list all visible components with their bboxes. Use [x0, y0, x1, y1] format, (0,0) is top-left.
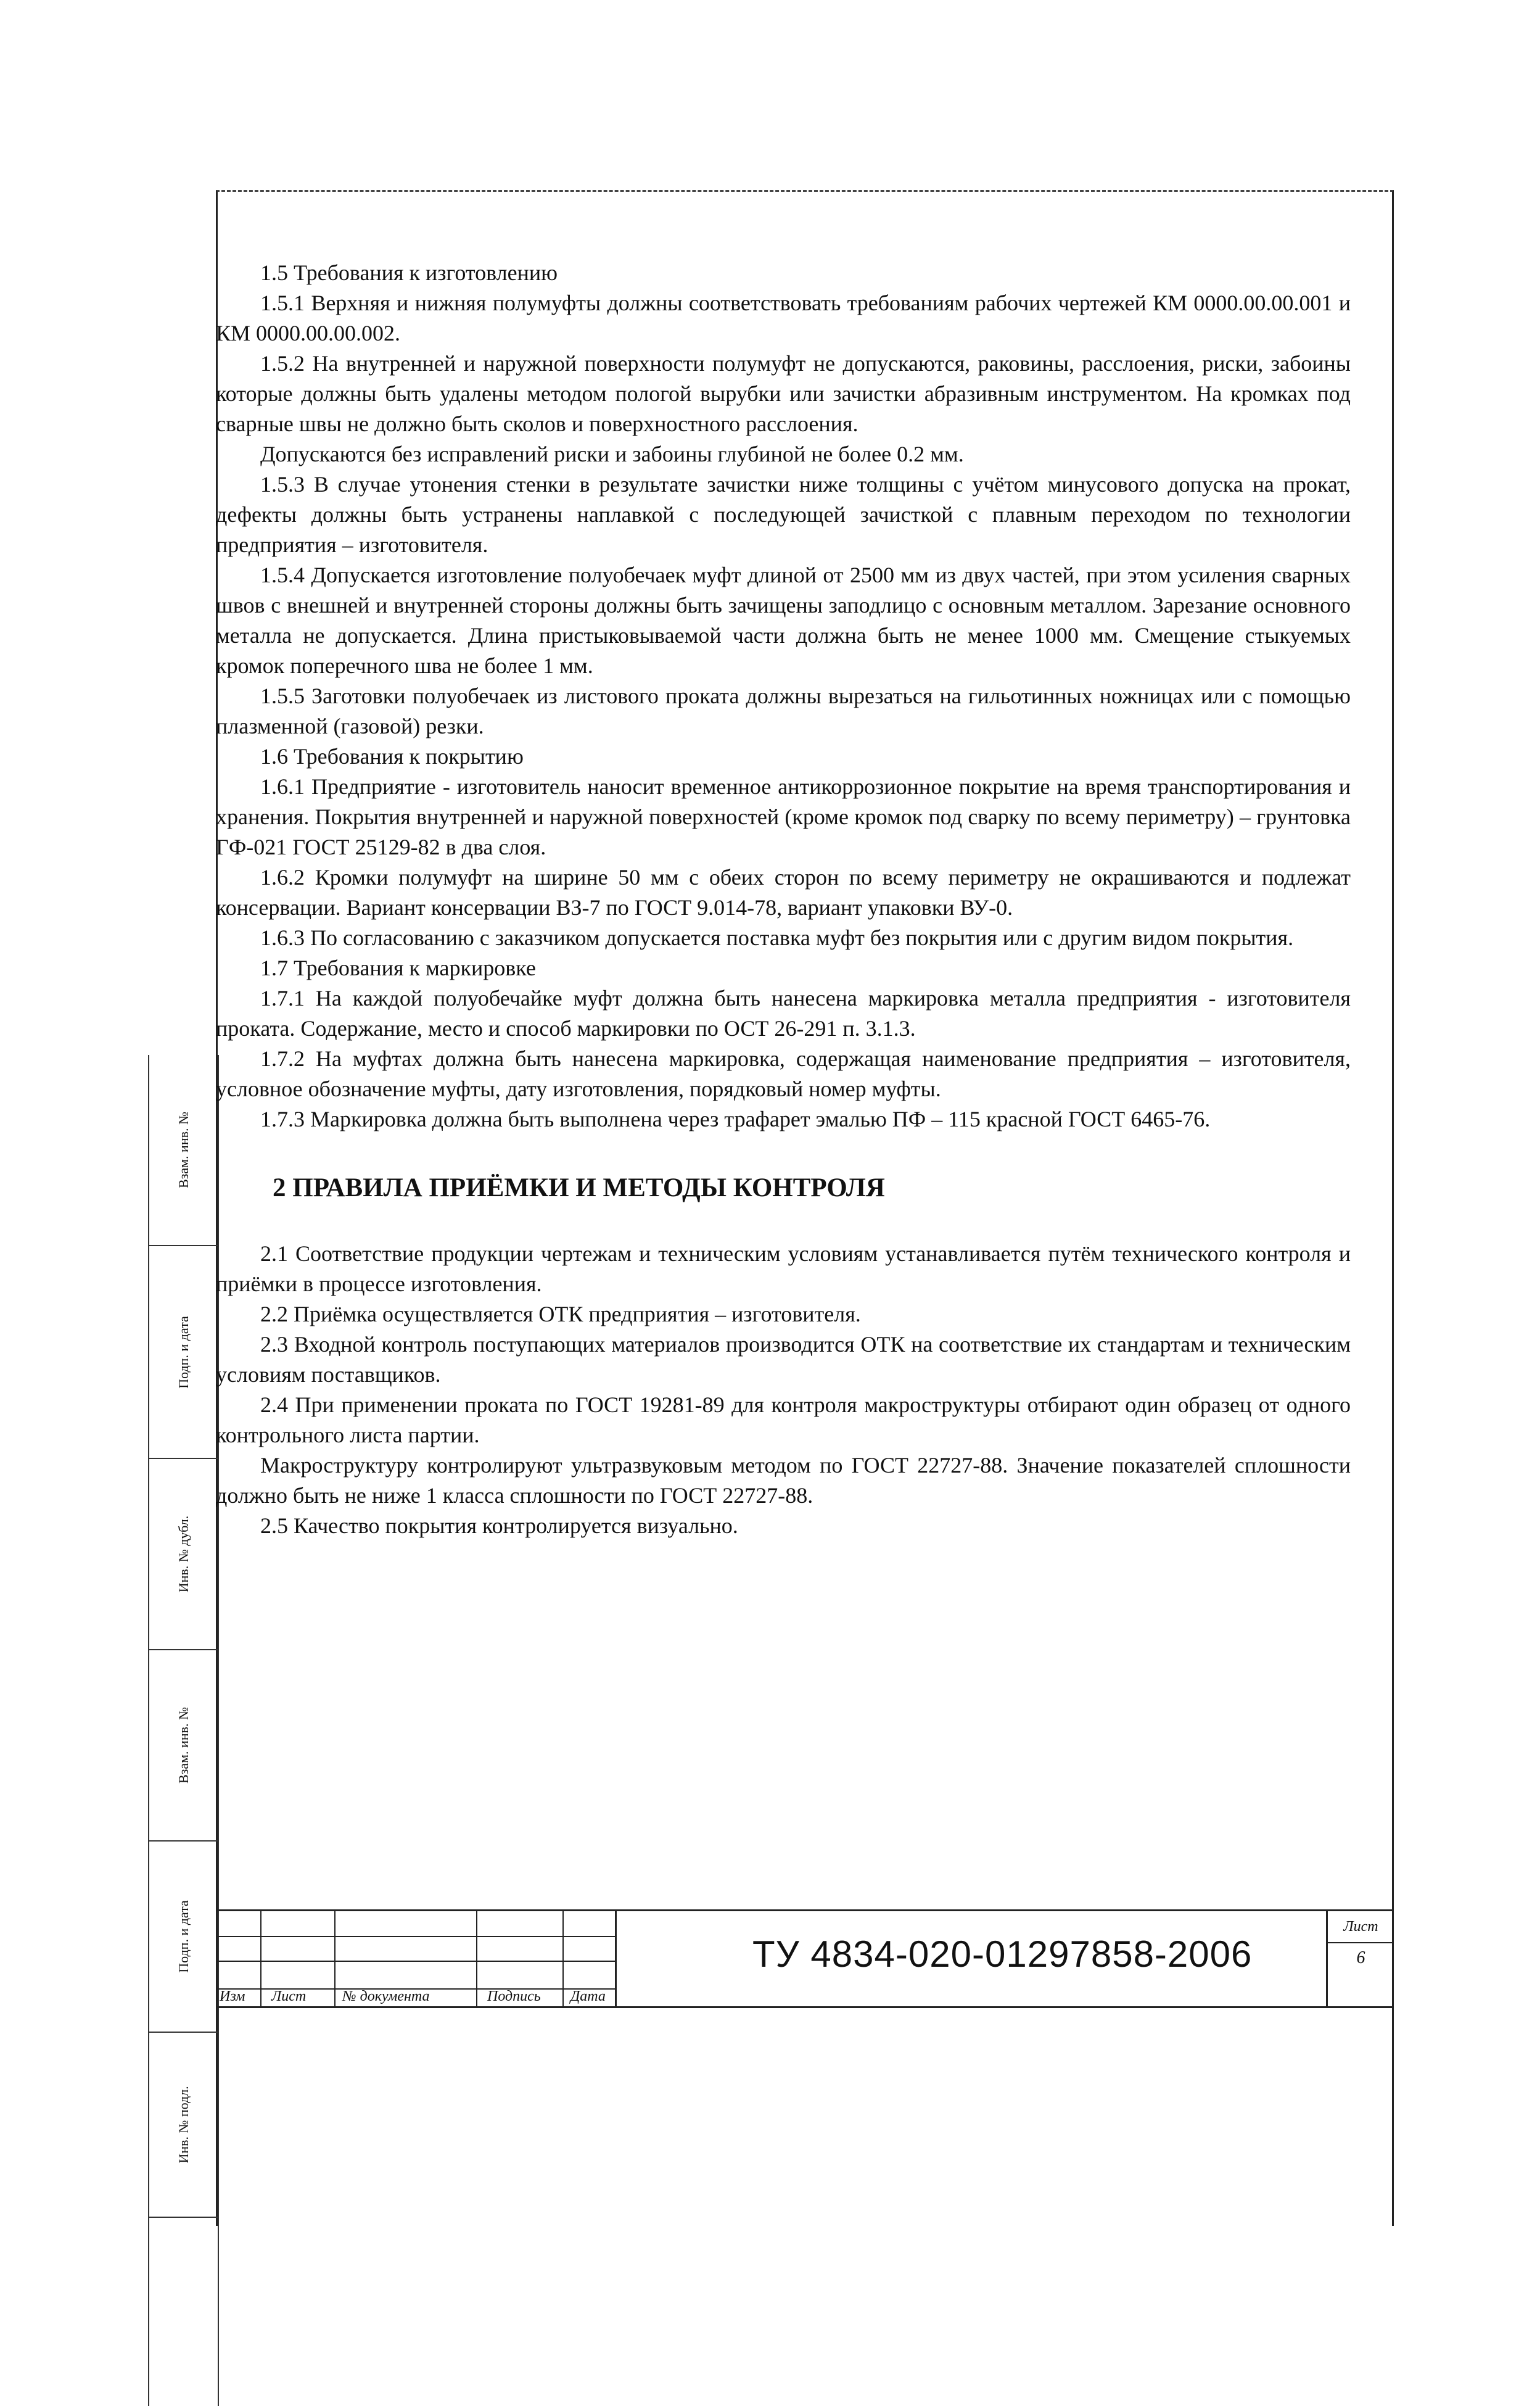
label-signature: Подпись — [487, 1988, 541, 2004]
side-cell — [149, 1842, 218, 2033]
paragraph: 1.7.2 На муфтах должна быть нанесена маркировка, содержащая наименование предприятия – изготовителя, условное обозначение муфты, дату изготовления, порядковый номер муфты. — [216, 1046, 1351, 1101]
section-title: 2 ПРАВИЛА ПРИЁМКИ И МЕТОДЫ КОНТРОЛЯ — [273, 1173, 885, 1202]
paragraph: 2.5 Качество покрытия контролируется визуально. — [260, 1513, 738, 1538]
paragraph: Допускаются без исправлений риски и забоины глубиной не более 0.2 мм. — [260, 442, 964, 466]
side-cell — [149, 1650, 218, 1842]
paragraph: 1.5.3 В случае утонения стенки в результате зачистки ниже толщины с учётом минусового допуска на прокат, дефекты должны быть устранены наплавкой с последующей зачисткой с плавным переходом по технологии предприятия – изготовителя. — [216, 472, 1351, 557]
grid-labels — [216, 1986, 617, 2006]
paragraph: 1.5.4 Допускается изготовление полуобечаек муфт длиной от 2500 мм из двух частей, при этом усиления сварных швов с внешней и внутренней стороны должны быть зачищены заподлицо с основным металлом. Зарезание основного металла не допускается. Длина пристыковываемой части должна быть не менее 1000 мм. Смещение стыкуемых кромок поперечного шва не более 1 мм. — [216, 563, 1351, 678]
side-cell — [149, 1246, 218, 1459]
paragraph: 1.6.1 Предприятие - изготовитель наносит временное антикоррозионное покрытие на время транспортирования и хранения. Покрытия внутренней и наружной поверхностей (кроме кромок под сварку по всему периметру) – грунтовка ГФ-021 ГОСТ 25129-82 в два слоя. — [216, 774, 1351, 859]
side-cell-label: Инв. № подл. — [175, 2086, 191, 2164]
paragraph: 1.7.1 На каждой полуобечайке муфт должна быть нанесена маркировка металла предприятия - изготовителя проката. Содержание, место и способ маркировки по ОСТ 26-291 п. 3.1.3. — [216, 986, 1351, 1041]
paragraph: 2.4 При применении проката по ГОСТ 19281-89 для контроля макроструктуры отбирают один образец от одного контрольного листа партии. — [216, 1392, 1351, 1447]
paragraph: 1.6.3 По согласованию с заказчиком допускается поставка муфт без покрытия или с другим видом покрытия. — [260, 925, 1294, 950]
paragraph: 1.5 Требования к изготовлению — [260, 260, 558, 285]
grid-row — [216, 1936, 615, 1937]
document-body — [216, 258, 1351, 1541]
label-change: Изм — [220, 1988, 245, 2004]
paragraph: Макроструктуру контролируют ультразвуковым методом по ГОСТ 22727-88. Значение показателей сплошности должно быть не ниже 1 класса сплошности по ГОСТ 22727-88. — [216, 1453, 1351, 1508]
side-strip — [148, 1055, 219, 2406]
side-cell — [149, 1459, 218, 1650]
paragraph: 1.6.2 Кромки полумуфт на ширине 50 мм с обеих сторон по всему периметру не окрашиваются и подлежат консервации. Вариант консервации ВЗ-7 по ГОСТ 9.014-78, вариант упаковки ВУ-0. — [216, 865, 1351, 920]
side-cell-label: Взам. инв. № — [175, 1707, 191, 1784]
side-cell — [149, 2033, 218, 2218]
side-cell-label: Подп. и дата — [175, 1315, 191, 1389]
sheet-box — [1326, 1911, 1394, 2006]
side-cell-label: Взам. инв. № — [175, 1112, 191, 1188]
subsection-heading: 1.7 Требования к маркировке — [260, 956, 536, 980]
paragraph: 1.7.3 Маркировка должна быть выполнена через трафарет эмалью ПФ – 115 красной ГОСТ 6465-76. — [260, 1107, 1211, 1131]
document-code: ТУ 4834-020-01297858-2006 — [752, 1933, 1253, 1975]
paragraph: 2.1 Соответствие продукции чертежам и техническим условиям устанавливается путём технического контроля и приёмки в процессе изготовления. — [216, 1241, 1351, 1296]
title-block — [216, 1909, 1394, 2008]
label-sheet: Лист — [271, 1988, 307, 2004]
revision-grid — [216, 1911, 617, 2006]
grid-row — [216, 1961, 615, 1962]
subsection-heading: 1.6 Требования к покрытию — [260, 744, 524, 769]
label-document-number: № докумeнта — [342, 1988, 430, 2004]
label-date: Дата — [570, 1988, 606, 2004]
side-cell — [149, 1055, 218, 1246]
paragraph: 1.5.1 Верхняя и нижняя полумуфты должны соответствовать требованиям рабочих чертежей КМ 0000.00.00.001 и КМ 0000.00.00.002. — [216, 291, 1351, 345]
side-cell-label: Подп. и дата — [175, 1900, 191, 1973]
paragraph: 2.3 Входной контроль поступающих материалов производится ОТК на соответствие их стандартам и техническим условиям поставщиков. — [216, 1332, 1351, 1387]
paragraph: 1.5.5 Заготовки полуобечаек из листового проката должны вырезаться на гильотинных ножницах или с помощью плазменной (газовой) резки. — [216, 684, 1351, 738]
sheet-number: 6 — [1356, 1948, 1365, 1967]
paragraph: 2.2 Приёмка осуществляется ОТК предприятия – изготовителя. — [260, 1302, 861, 1326]
paragraph: 1.5.2 На внутренней и наружной поверхности полумуфт не допускаются, раковины, расслоения, риски, забоины которые должны быть удалены методом пологой вырубки или зачистки абразивным инструментом. На кромках под сварные швы не должно быть сколов и поверхностного расслоения. — [216, 351, 1351, 436]
side-cell-label: Инв. № дубл. — [175, 1515, 191, 1593]
sheet-label: Лист — [1328, 1911, 1394, 1943]
